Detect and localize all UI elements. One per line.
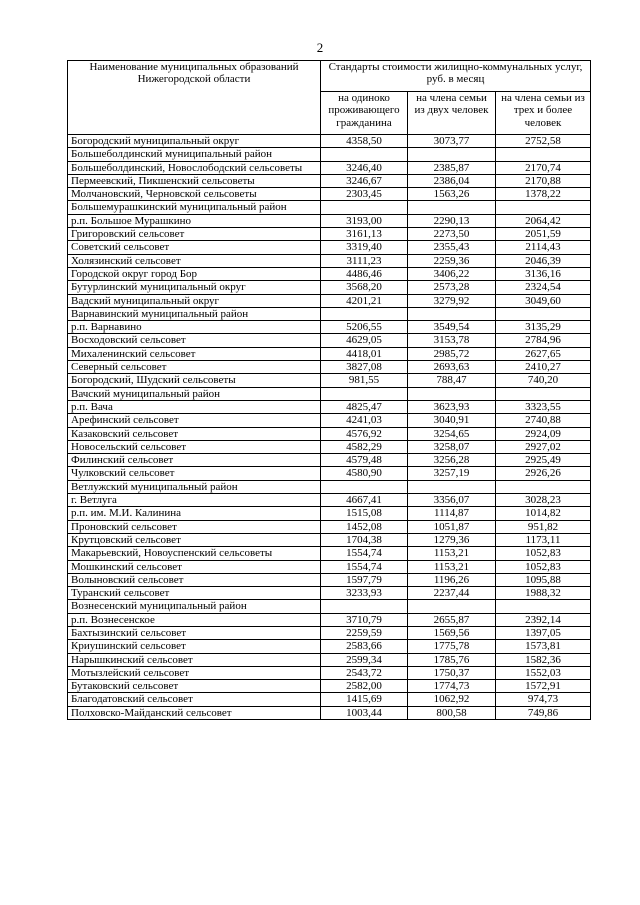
value-two-person-family: 3623,93 — [408, 400, 496, 413]
value-single-resident — [321, 201, 408, 214]
municipality-name: Нарышкинский сельсовет — [68, 653, 321, 666]
table-row — [68, 281, 591, 294]
value-single-resident: 2583,66 — [321, 640, 408, 653]
municipality-name: Большемурашкинский муниципальный район — [68, 201, 321, 214]
value-single-resident: 3319,40 — [321, 241, 408, 254]
value-three-plus-family: 1052,83 — [496, 547, 591, 560]
value-single-resident: 2259,59 — [321, 626, 408, 639]
value-single-resident: 3246,40 — [321, 161, 408, 174]
value-two-person-family: 788,47 — [408, 374, 496, 387]
table-row — [68, 480, 591, 493]
header-single-resident: на одиноко проживающего гражданина — [321, 92, 408, 135]
municipality-name: Большеболдинский, Новослободский сельсоветы — [68, 161, 321, 174]
municipality-name: Молчановский, Черновской сельсоветы — [68, 188, 321, 201]
municipality-name: Арефинский сельсовет — [68, 414, 321, 427]
table-row — [68, 440, 591, 453]
municipality-name: р.п. Вача — [68, 400, 321, 413]
value-three-plus-family — [496, 600, 591, 613]
table-row — [68, 254, 591, 267]
table-row — [68, 214, 591, 227]
table-row — [68, 374, 591, 387]
value-single-resident: 4201,21 — [321, 294, 408, 307]
value-three-plus-family: 2051,59 — [496, 228, 591, 241]
value-single-resident: 2582,00 — [321, 680, 408, 693]
table-row — [68, 294, 591, 307]
table-row — [68, 188, 591, 201]
table-row — [68, 400, 591, 413]
value-single-resident: 2599,34 — [321, 653, 408, 666]
municipality-name: Макарьевский, Новоуспенский сельсоветы — [68, 547, 321, 560]
value-single-resident: 4486,46 — [321, 267, 408, 280]
value-three-plus-family: 2170,74 — [496, 161, 591, 174]
value-single-resident: 4582,29 — [321, 440, 408, 453]
value-two-person-family: 800,58 — [408, 706, 496, 719]
value-two-person-family — [408, 307, 496, 320]
value-single-resident: 1704,38 — [321, 533, 408, 546]
value-three-plus-family: 3136,16 — [496, 267, 591, 280]
municipality-name: Волыновский сельсовет — [68, 573, 321, 586]
value-three-plus-family: 2392,14 — [496, 613, 591, 626]
municipality-name: Казаковский сельсовет — [68, 427, 321, 440]
value-single-resident: 2543,72 — [321, 666, 408, 679]
value-single-resident: 4579,48 — [321, 454, 408, 467]
municipality-name: Бутурлинский муниципальный округ — [68, 281, 321, 294]
table-row — [68, 467, 591, 480]
value-two-person-family: 1775,78 — [408, 640, 496, 653]
municipality-name: Северный сельсовет — [68, 361, 321, 374]
value-three-plus-family: 740,20 — [496, 374, 591, 387]
value-two-person-family: 3040,91 — [408, 414, 496, 427]
municipality-name: Криушинский сельсовет — [68, 640, 321, 653]
header-standards-group: Стандарты стоимости жилищно-коммунальных услуг, руб. в месяц — [321, 61, 591, 92]
table-row — [68, 494, 591, 507]
municipality-name: Крутцовский сельсовет — [68, 533, 321, 546]
table-row — [68, 387, 591, 400]
value-three-plus-family: 1095,88 — [496, 573, 591, 586]
municipality-name: Благодатовский сельсовет — [68, 693, 321, 706]
value-single-resident: 4358,50 — [321, 135, 408, 148]
table-row — [68, 201, 591, 214]
municipality-name: Филинский сельсовет — [68, 454, 321, 467]
value-three-plus-family: 3049,60 — [496, 294, 591, 307]
value-three-plus-family: 749,86 — [496, 706, 591, 719]
value-single-resident — [321, 600, 408, 613]
value-single-resident: 3568,20 — [321, 281, 408, 294]
municipality-name: Бутаковский сельсовет — [68, 680, 321, 693]
table-row — [68, 161, 591, 174]
table-row — [68, 427, 591, 440]
value-single-resident: 3710,79 — [321, 613, 408, 626]
municipality-name: Варнавинский муниципальный район — [68, 307, 321, 320]
value-single-resident: 1452,08 — [321, 520, 408, 533]
value-three-plus-family: 2925,49 — [496, 454, 591, 467]
value-three-plus-family: 1173,11 — [496, 533, 591, 546]
municipality-name: Михаленинский сельсовет — [68, 347, 321, 360]
value-two-person-family — [408, 201, 496, 214]
value-single-resident: 981,55 — [321, 374, 408, 387]
value-three-plus-family: 3028,23 — [496, 494, 591, 507]
table-row — [68, 626, 591, 639]
municipality-name: Богородский муниципальный округ — [68, 135, 321, 148]
value-two-person-family: 3257,19 — [408, 467, 496, 480]
value-single-resident: 4418,01 — [321, 347, 408, 360]
value-two-person-family: 3073,77 — [408, 135, 496, 148]
table-row — [68, 600, 591, 613]
value-two-person-family: 2355,43 — [408, 241, 496, 254]
table-row — [68, 228, 591, 241]
value-two-person-family: 3258,07 — [408, 440, 496, 453]
table-row — [68, 560, 591, 573]
value-single-resident: 4241,03 — [321, 414, 408, 427]
value-three-plus-family: 1052,83 — [496, 560, 591, 573]
value-three-plus-family: 2046,39 — [496, 254, 591, 267]
municipality-name: Чулковский сельсовет — [68, 467, 321, 480]
value-three-plus-family: 2784,96 — [496, 334, 591, 347]
header-municipality: Наименование муниципальных образований Нижегородской области — [68, 61, 321, 135]
value-three-plus-family: 3135,29 — [496, 321, 591, 334]
municipality-name: Городской округ город Бор — [68, 267, 321, 280]
value-two-person-family: 2259,36 — [408, 254, 496, 267]
value-three-plus-family: 1582,36 — [496, 653, 591, 666]
value-two-person-family: 3254,65 — [408, 427, 496, 440]
value-three-plus-family: 2924,09 — [496, 427, 591, 440]
table-row — [68, 361, 591, 374]
value-three-plus-family: 2926,26 — [496, 467, 591, 480]
value-single-resident: 1515,08 — [321, 507, 408, 520]
table-row — [68, 174, 591, 187]
value-single-resident: 3246,67 — [321, 174, 408, 187]
value-two-person-family: 1114,87 — [408, 507, 496, 520]
value-three-plus-family: 951,82 — [496, 520, 591, 533]
value-two-person-family: 1153,21 — [408, 560, 496, 573]
municipality-name: Ветлужский муниципальный район — [68, 480, 321, 493]
value-three-plus-family: 1573,81 — [496, 640, 591, 653]
table-row — [68, 693, 591, 706]
value-single-resident — [321, 387, 408, 400]
value-two-person-family: 1279,36 — [408, 533, 496, 546]
value-three-plus-family: 1552,03 — [496, 666, 591, 679]
value-two-person-family — [408, 148, 496, 161]
standards-table — [67, 60, 591, 720]
table-row — [68, 573, 591, 586]
value-two-person-family: 2386,04 — [408, 174, 496, 187]
value-single-resident: 3161,13 — [321, 228, 408, 241]
page-number: 2 — [316, 40, 324, 55]
table-row — [68, 334, 591, 347]
value-single-resident: 1415,69 — [321, 693, 408, 706]
table-row — [68, 135, 591, 148]
value-three-plus-family: 2114,43 — [496, 241, 591, 254]
value-two-person-family: 1750,37 — [408, 666, 496, 679]
table-row — [68, 653, 591, 666]
value-two-person-family: 3549,54 — [408, 321, 496, 334]
value-single-resident: 4576,92 — [321, 427, 408, 440]
municipality-name: Пермеевский, Пикшенский сельсоветы — [68, 174, 321, 187]
value-two-person-family: 2237,44 — [408, 587, 496, 600]
value-three-plus-family: 1572,91 — [496, 680, 591, 693]
value-three-plus-family: 1988,32 — [496, 587, 591, 600]
municipality-name: Проновский сельсовет — [68, 520, 321, 533]
table-row — [68, 507, 591, 520]
value-three-plus-family — [496, 148, 591, 161]
municipality-name: Григоровский сельсовет — [68, 228, 321, 241]
value-three-plus-family: 2740,88 — [496, 414, 591, 427]
value-two-person-family: 2985,72 — [408, 347, 496, 360]
table-row — [68, 587, 591, 600]
value-two-person-family: 1774,73 — [408, 680, 496, 693]
municipality-name: Вознесенский муниципальный район — [68, 600, 321, 613]
value-two-person-family — [408, 480, 496, 493]
table-row — [68, 321, 591, 334]
value-two-person-family: 2693,63 — [408, 361, 496, 374]
value-single-resident: 5206,55 — [321, 321, 408, 334]
value-single-resident: 4667,41 — [321, 494, 408, 507]
value-single-resident: 1003,44 — [321, 706, 408, 719]
value-two-person-family: 1196,26 — [408, 573, 496, 586]
value-two-person-family: 3406,22 — [408, 267, 496, 280]
value-two-person-family: 3356,07 — [408, 494, 496, 507]
table-row — [68, 267, 591, 280]
value-two-person-family: 3256,28 — [408, 454, 496, 467]
value-three-plus-family: 2324,54 — [496, 281, 591, 294]
table-row — [68, 640, 591, 653]
table-row — [68, 533, 591, 546]
value-single-resident: 2303,45 — [321, 188, 408, 201]
header-two-person-family: на члена семьи из двух человек — [408, 92, 496, 135]
municipality-name: Туранский сельсовет — [68, 587, 321, 600]
value-two-person-family: 1153,21 — [408, 547, 496, 560]
table-row — [68, 613, 591, 626]
table-row — [68, 241, 591, 254]
value-single-resident: 3193,00 — [321, 214, 408, 227]
municipality-name: г. Ветлуга — [68, 494, 321, 507]
value-two-person-family: 1785,76 — [408, 653, 496, 666]
value-two-person-family: 3279,92 — [408, 294, 496, 307]
value-three-plus-family: 974,73 — [496, 693, 591, 706]
value-three-plus-family — [496, 387, 591, 400]
value-three-plus-family: 2627,65 — [496, 347, 591, 360]
value-two-person-family: 2655,87 — [408, 613, 496, 626]
value-two-person-family — [408, 600, 496, 613]
municipality-name: р.п. Вознесенское — [68, 613, 321, 626]
municipality-name: Советский сельсовет — [68, 241, 321, 254]
value-two-person-family: 2273,50 — [408, 228, 496, 241]
table-row — [68, 666, 591, 679]
value-three-plus-family: 2064,42 — [496, 214, 591, 227]
value-three-plus-family — [496, 480, 591, 493]
value-three-plus-family: 1014,82 — [496, 507, 591, 520]
value-single-resident — [321, 480, 408, 493]
value-single-resident: 1597,79 — [321, 573, 408, 586]
value-three-plus-family: 2170,88 — [496, 174, 591, 187]
table-row — [68, 547, 591, 560]
value-three-plus-family: 3323,55 — [496, 400, 591, 413]
value-three-plus-family: 1378,22 — [496, 188, 591, 201]
value-single-resident: 4825,47 — [321, 400, 408, 413]
value-single-resident: 4580,90 — [321, 467, 408, 480]
municipality-name: Вадский муниципальный округ — [68, 294, 321, 307]
value-single-resident: 1554,74 — [321, 547, 408, 560]
value-single-resident: 3233,93 — [321, 587, 408, 600]
value-single-resident: 4629,05 — [321, 334, 408, 347]
value-single-resident: 3827,08 — [321, 361, 408, 374]
table-row — [68, 347, 591, 360]
municipality-name: р.п. им. М.И. Калинина — [68, 507, 321, 520]
table-row — [68, 307, 591, 320]
municipality-name: Мошкинский сельсовет — [68, 560, 321, 573]
table-row — [68, 414, 591, 427]
value-single-resident — [321, 148, 408, 161]
value-two-person-family: 2385,87 — [408, 161, 496, 174]
value-two-person-family: 1051,87 — [408, 520, 496, 533]
table-row — [68, 520, 591, 533]
value-two-person-family — [408, 387, 496, 400]
value-two-person-family: 1062,92 — [408, 693, 496, 706]
municipality-name: Мотызлейский сельсовет — [68, 666, 321, 679]
value-single-resident: 3111,23 — [321, 254, 408, 267]
table-row — [68, 454, 591, 467]
municipality-name: р.п. Варнавино — [68, 321, 321, 334]
table-body — [68, 135, 591, 720]
table-row — [68, 680, 591, 693]
municipality-name: Восходовский сельсовет — [68, 334, 321, 347]
table-row — [68, 706, 591, 719]
table-row — [68, 148, 591, 161]
municipality-name: Новосельский сельсовет — [68, 440, 321, 453]
municipality-name: Большеболдинский муниципальный район — [68, 148, 321, 161]
municipality-name: Холязинский сельсовет — [68, 254, 321, 267]
municipality-name: Полховско-Майданский сельсовет — [68, 706, 321, 719]
value-two-person-family: 2290,13 — [408, 214, 496, 227]
municipality-name: Бахтызинский сельсовет — [68, 626, 321, 639]
municipality-name: Вачский муниципальный район — [68, 387, 321, 400]
value-two-person-family: 1569,56 — [408, 626, 496, 639]
header-three-plus-family: на члена семьи из трех и более человек — [496, 92, 591, 135]
value-three-plus-family: 2410,27 — [496, 361, 591, 374]
value-single-resident — [321, 307, 408, 320]
value-three-plus-family — [496, 201, 591, 214]
municipality-name: Богородский, Шудский сельсоветы — [68, 374, 321, 387]
value-three-plus-family: 2927,02 — [496, 440, 591, 453]
value-two-person-family: 3153,78 — [408, 334, 496, 347]
value-two-person-family: 2573,28 — [408, 281, 496, 294]
value-three-plus-family: 1397,05 — [496, 626, 591, 639]
municipality-name: р.п. Большое Мурашкино — [68, 214, 321, 227]
value-three-plus-family — [496, 307, 591, 320]
value-single-resident: 1554,74 — [321, 560, 408, 573]
value-two-person-family: 1563,26 — [408, 188, 496, 201]
value-three-plus-family: 2752,58 — [496, 135, 591, 148]
